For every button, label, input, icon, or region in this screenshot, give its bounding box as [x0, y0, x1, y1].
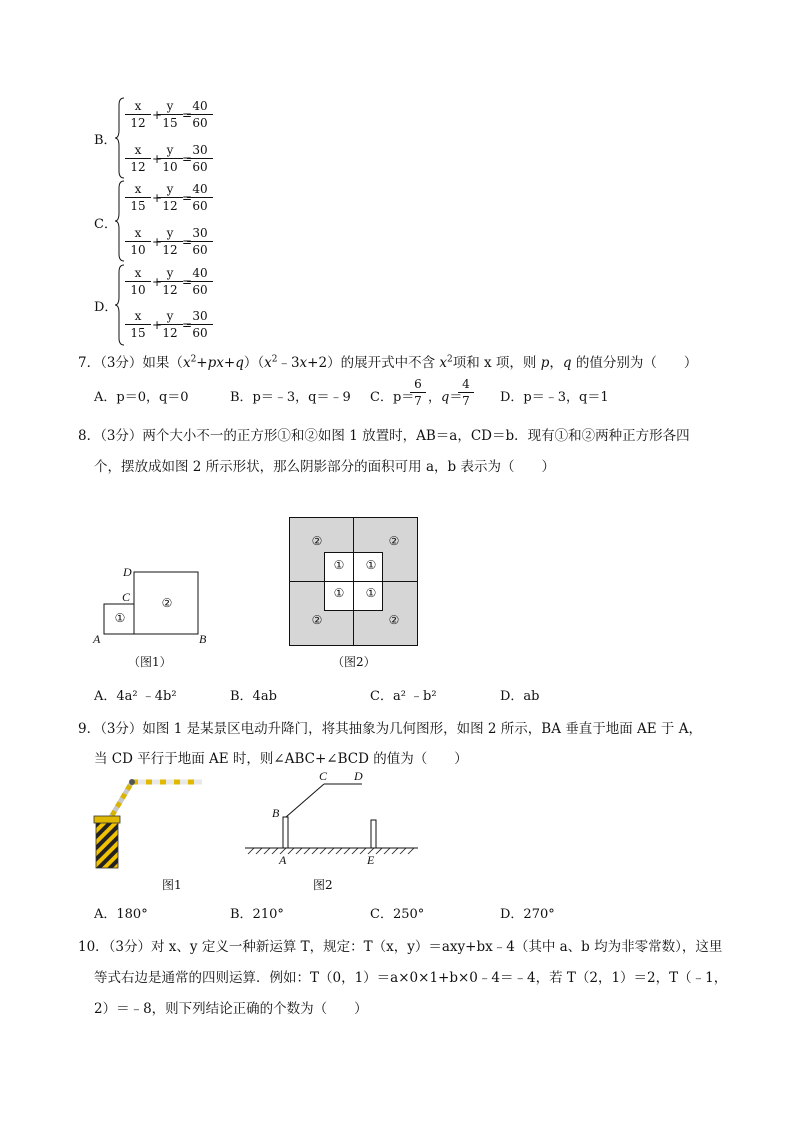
- question-stem-line1: 8．（3分）两个大小不一的正方形①和②如图 1 放置时，AB＝a，CD＝b．现有①和②两种正方形各四: [78, 428, 690, 444]
- fraction: $\frac{30}{60}$: [187, 144, 213, 174]
- point-b-label: B: [199, 632, 207, 646]
- figure-2-caption: （图2）: [332, 655, 376, 669]
- q9-option-a[interactable]: A．180°: [94, 907, 148, 922]
- q8-option-c[interactable]: C．a² ﹣b²: [370, 689, 437, 704]
- figure-1-caption: （图1）: [128, 655, 172, 669]
- q9-option-c[interactable]: C．250°: [370, 907, 425, 922]
- figure-1-caption: 图1: [162, 878, 182, 892]
- question-stem-line2: 个，摆放成如图 2 所示形状，那么阴影部分的面积可用 a，b 表示为（ ）: [94, 459, 555, 475]
- fraction: $\frac{x}{12}$: [125, 100, 151, 130]
- fraction: $\frac{y}{10}$: [157, 144, 183, 174]
- point-d-label: D: [354, 769, 363, 783]
- question-stem: 7．（3分）如果$(x^2+px+q)(x^2﹣3x+2)$的展开式中不含 $x^2$项和 x 项，则 p，q 的值分别为（ ）: [78, 354, 698, 371]
- q9-option-b[interactable]: B．210°: [230, 907, 284, 922]
- point-b-label: B: [272, 806, 280, 820]
- fraction: $\frac{40}{60}$: [187, 183, 213, 213]
- question-stem-line2: 当 CD 平行于地面 AE 时，则∠ABC+∠BCD 的值为（ ）: [94, 751, 468, 767]
- fraction: $\frac{x}{12}$: [125, 144, 151, 174]
- q8-option-a[interactable]: A．4a² ﹣4b²: [94, 689, 177, 704]
- gate-illustration-icon: [90, 772, 210, 872]
- fraction: $\frac{x}{10}$: [125, 227, 151, 257]
- q9-figure-2: [240, 770, 420, 860]
- square-two-label: ②: [311, 613, 323, 627]
- q7-option-a[interactable]: A．p＝0，q＝0: [94, 390, 189, 405]
- figure-2-caption: 图2: [313, 878, 333, 892]
- square-two-label: ②: [388, 613, 400, 627]
- square-one-label: ①: [365, 558, 377, 572]
- fraction: $\frac{40}{60}$: [187, 100, 213, 130]
- fraction: $\frac{6}{7}$: [410, 378, 426, 408]
- q7-option-d[interactable]: D．p＝﹣3，q＝1: [500, 390, 609, 405]
- option-letter: D．: [94, 300, 118, 315]
- square-two-label: ②: [388, 534, 400, 548]
- fraction: $\frac{y}{15}$: [157, 100, 183, 130]
- fraction: $\frac{30}{60}$: [187, 227, 213, 257]
- square-one-label: ①: [333, 586, 345, 600]
- point-d-label: D: [123, 565, 132, 579]
- q7-option-b[interactable]: B．p＝﹣3，q＝﹣9: [230, 390, 351, 405]
- point-a-label: A: [93, 632, 101, 646]
- fraction: $\frac{30}{60}$: [187, 310, 213, 340]
- option-letter: B．: [94, 133, 117, 148]
- square-one-label: ①: [114, 611, 126, 625]
- square-two-label: ②: [161, 596, 173, 610]
- square-one-label: ①: [333, 558, 345, 572]
- fraction: $\frac{x}{15}$: [125, 310, 151, 340]
- square-two-label: ②: [311, 534, 323, 548]
- q8-option-b[interactable]: B．4ab: [230, 689, 277, 704]
- fraction: $\frac{y}{12}$: [157, 227, 183, 257]
- question-stem-line1: 9．（3分）如图 1 是某景区电动升降门，将其抽象为几何图形，如图 2 所示，BA 垂直于地面 AE 于 A，: [78, 721, 702, 737]
- fraction: $\frac{x}{15}$: [125, 183, 151, 213]
- fraction: $\frac{x}{10}$: [125, 267, 151, 297]
- fraction: $\frac{y}{12}$: [157, 183, 183, 213]
- fraction: $\frac{4}{7}$: [458, 378, 474, 408]
- q9-option-d[interactable]: D．270°: [500, 907, 555, 922]
- point-c-label: C: [319, 769, 328, 783]
- question-stem-line2: 等式右边是通常的四则运算．例如：T（0，1）＝a×0×1+b×0﹣4＝﹣4，若 T（2，1）＝2，T（﹣1，: [94, 970, 728, 986]
- q8-option-d[interactable]: D．ab: [500, 689, 540, 704]
- question-stem-line3: 2）＝﹣8，则下列结论正确的个数为（ ）: [94, 1001, 368, 1017]
- fraction: $\frac{40}{60}$: [187, 267, 213, 297]
- question-stem-line1: 10．（3分）对 x、y 定义一种新运算 T，规定：T（x，y）＝axy+bx﹣4（其中 a、b 均为非零常数），这里: [78, 939, 723, 955]
- point-a-label: A: [279, 853, 287, 867]
- point-c-label: C: [122, 590, 131, 604]
- option-c-label: C．p＝: [370, 390, 415, 405]
- fraction: $\frac{y}{12}$: [157, 310, 183, 340]
- option-letter: C．: [94, 217, 117, 232]
- square-one-label: ①: [365, 586, 377, 600]
- fraction: $\frac{y}{12}$: [157, 267, 183, 297]
- point-e-label: E: [367, 853, 375, 867]
